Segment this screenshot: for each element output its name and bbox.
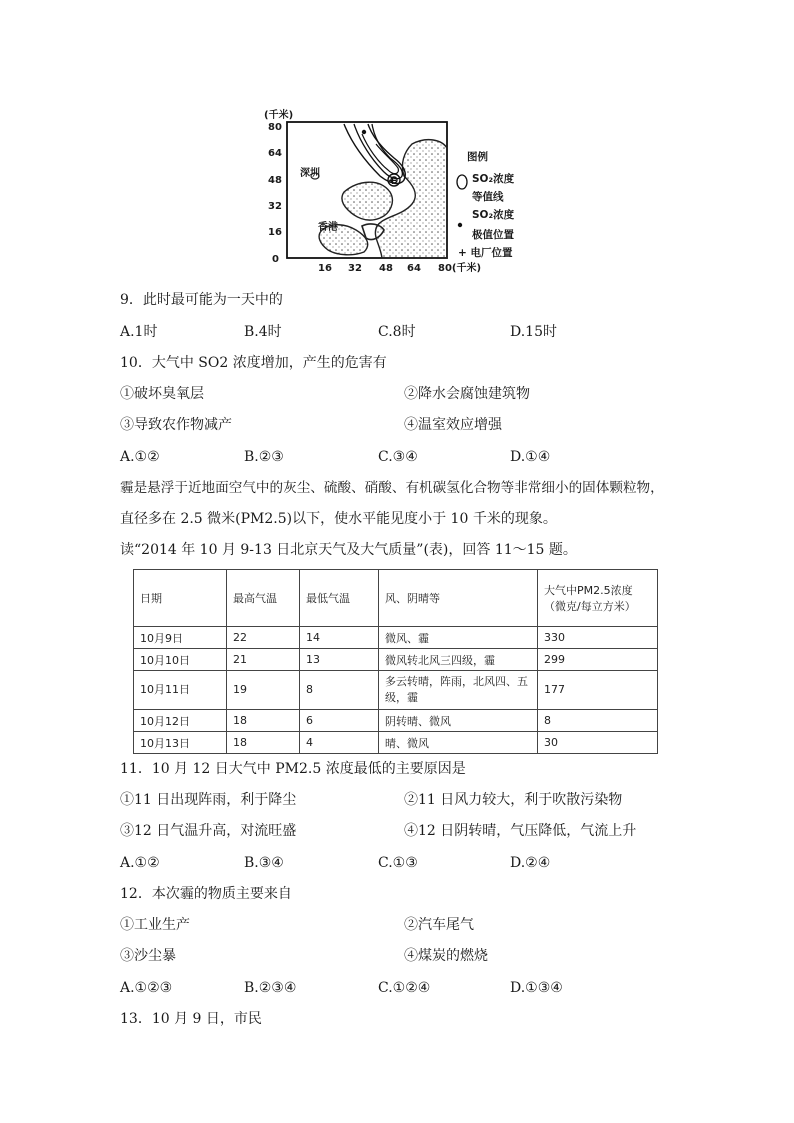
y-unit-label: (千米) [264,110,294,121]
q12-option-d: D.①③④ [510,980,563,996]
x-tick-16: 16 [318,263,332,274]
passage-line-3: 读“2014 年 10 月 9-13 日北京天气及大气质量”(表)，回答 11～15 题。 [120,542,577,558]
table-row [134,649,658,671]
x-unit-label: 80(千米) [438,263,482,274]
cell-min: 8 [300,671,379,710]
q9-option-c: C.8时 [378,324,416,340]
cell-pm25: 330 [538,627,658,649]
cell-weather: 阴转晴、微风 [379,710,538,732]
table-row [134,627,658,649]
q11-item-1: ①11 日出现阵雨，利于降尘 [120,792,297,808]
x-tick-32: 32 [348,263,362,274]
q10-option-a: A.①② [120,449,160,465]
x-tick-64: 64 [407,263,421,274]
legend-peak-symbol [458,223,462,227]
q12-option-c: C.①②④ [378,980,431,996]
y-tick-48: 48 [268,175,282,186]
so2-peak-marker [362,130,366,134]
cell-min: 13 [300,649,379,671]
q10-option-d: D.①④ [510,449,551,465]
header-date: 日期 [134,570,227,627]
q12-item-3: ③沙尘暴 [120,948,176,964]
cell-min: 14 [300,627,379,649]
q10-option-b: B.②③ [244,449,284,465]
header-pm25: 大气中PM2.5浓度（微克/每立方米） [538,570,658,627]
q13-stem: 13．10 月 9 日，市民 [120,1011,262,1027]
q11-item-2: ②11 日风力较大，利于吹散污染物 [404,792,623,808]
q11-option-a: A.①② [120,855,160,871]
power-plant-marker: + [388,174,398,187]
y-tick-80: 80 [268,122,282,133]
legend-plant: + 电厂位置 [458,247,513,259]
cell-min: 4 [300,732,379,754]
weather-table [133,569,658,754]
legend-so2-2: 等值线 [472,191,504,203]
cell-date: 10月13日 [134,732,227,754]
q11-stem: 11．10 月 12 日大气中 PM2.5 浓度最低的主要原因是 [120,761,466,777]
cell-date: 10月12日 [134,710,227,732]
legend-peak-1: SO₂浓度 [472,209,515,221]
q12-item-4: ④煤炭的燃烧 [404,948,488,964]
q11-option-d: D.②④ [510,855,551,871]
cell-min: 6 [300,710,379,732]
y-tick-0: 0 [272,254,279,265]
cell-pm25: 177 [538,671,658,710]
q12-option-a: A.①②③ [120,980,173,996]
passage-line-2: 直径多在 2.5 微米(PM2.5)以下，使水平能见度小于 10 千米的现象。 [120,511,557,527]
q11-option-b: B.③④ [244,855,284,871]
cell-weather: 晴、微风 [379,732,538,754]
cell-weather: 多云转晴，阵雨，北风四、五级，霾 [379,671,538,710]
x-tick-48: 48 [379,263,393,274]
q12-item-2: ②汽车尾气 [404,917,474,933]
table-row [134,710,658,732]
q9-option-a: A.1时 [120,324,158,340]
q10-item-2: ②降水会腐蚀建筑物 [404,386,530,402]
cell-weather: 微风、霾 [379,627,538,649]
q9-option-d: D.15时 [510,324,557,340]
cell-max: 21 [227,649,300,671]
q12-item-1: ①工业生产 [120,917,190,933]
cell-date: 10月9日 [134,627,227,649]
table-row [134,671,658,710]
cell-max: 22 [227,627,300,649]
cell-pm25: 30 [538,732,658,754]
cell-pm25: 8 [538,710,658,732]
legend-contour-symbol [457,175,467,189]
legend-peak-2: 极值位置 [472,229,514,241]
q9-stem: 9．此时最可能为一天中的 [120,292,283,308]
header-weather: 风、阴晴等 [379,570,538,627]
q12-stem: 12．本次霾的物质主要来自 [120,886,292,902]
passage-line-1: 霾是悬浮于近地面空气中的灰尘、硫酸、硝酸、有机碳氢化合物等非常细小的固体颗粒物， [120,480,664,496]
cell-date: 10月10日 [134,649,227,671]
q12-option-b: B.②③④ [244,980,297,996]
legend-title: 图例 [467,151,488,163]
label-hongkong: 香港 [318,222,338,233]
y-tick-32: 32 [268,201,282,212]
q10-item-1: ①破坏臭氧层 [120,386,204,402]
cell-max: 18 [227,732,300,754]
cell-weather: 微风转北风三四级，霾 [379,649,538,671]
q9-option-b: B.4时 [244,324,282,340]
table-header-row [134,570,658,627]
so2-map [262,104,532,274]
q10-item-4: ④温室效应增强 [404,417,502,433]
so2-map-figure [262,104,532,274]
q10-option-c: C.③④ [378,449,418,465]
q10-stem: 10．大气中 SO2 浓度增加，产生的危害有 [120,355,387,371]
cell-date: 10月11日 [134,671,227,710]
label-shenzhen: 深圳 [300,168,320,179]
q10-item-3: ③导致农作物减产 [120,417,232,433]
cell-max: 19 [227,671,300,710]
header-max-temp: 最高气温 [227,570,300,627]
q11-item-3: ③12 日气温升高，对流旺盛 [120,823,297,839]
table-row [134,732,658,754]
cell-pm25: 299 [538,649,658,671]
q11-option-c: C.①③ [378,855,418,871]
legend-so2-1: SO₂浓度 [472,173,515,185]
header-min-temp: 最低气温 [300,570,379,627]
q11-item-4: ④12 日阴转晴，气压降低，气流上升 [404,823,637,839]
y-tick-64: 64 [268,148,282,159]
y-tick-16: 16 [268,227,282,238]
cell-max: 18 [227,710,300,732]
